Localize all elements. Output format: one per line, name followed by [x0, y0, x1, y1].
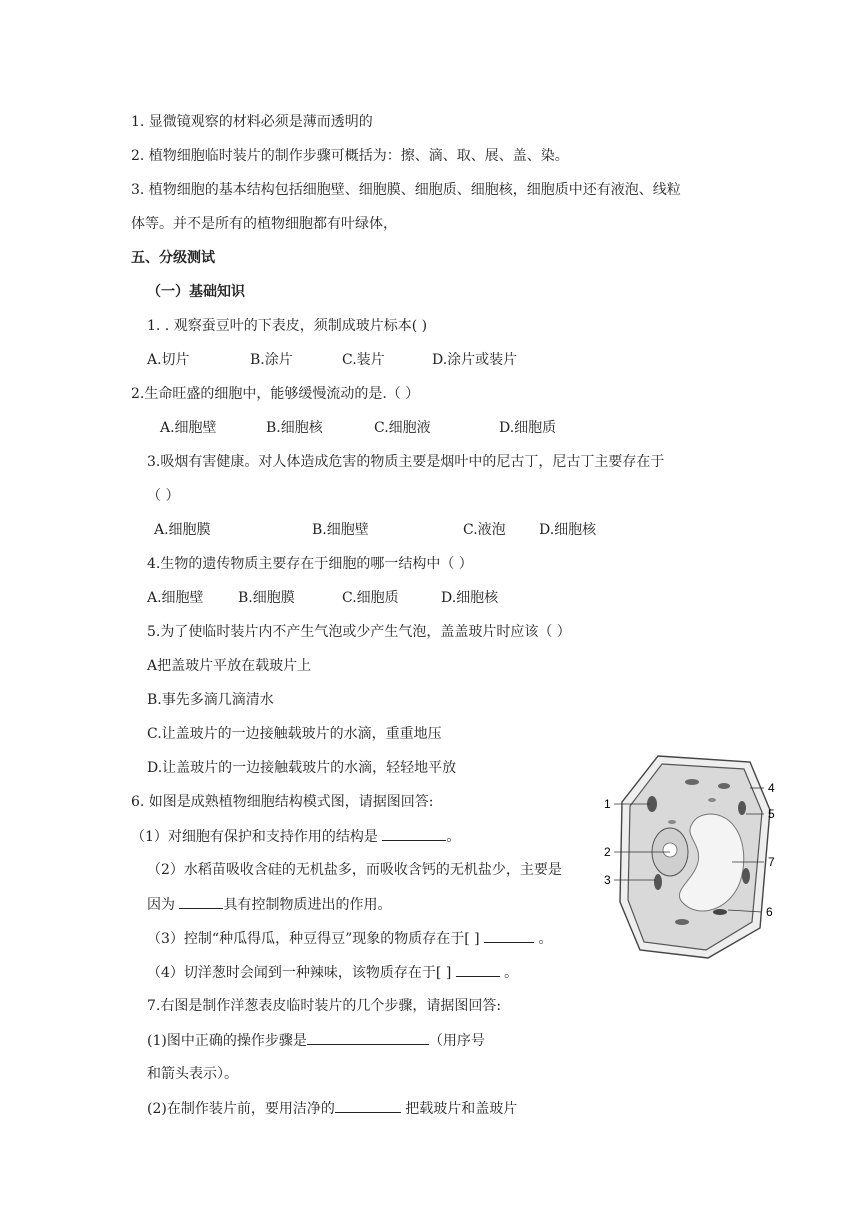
- chloroplast: [742, 868, 750, 884]
- mitochondrion: [668, 820, 676, 824]
- chloroplast: [738, 801, 746, 815]
- nucleolus: [663, 843, 677, 857]
- question-7-sub-2-end: 把载玻片和盖玻片: [400, 1101, 518, 1117]
- question-4-stem: 4.生物的遗传物质主要存在于细胞的哪一结构中（ ）: [147, 556, 473, 572]
- answer-blank[interactable]: [307, 1030, 429, 1045]
- chloroplast: [654, 874, 662, 890]
- question-4-option-c: C.细胞质: [342, 590, 399, 606]
- question-2-option-c: C.细胞液: [374, 420, 431, 436]
- answer-blank[interactable]: [179, 894, 223, 909]
- answer-blank[interactable]: [484, 928, 534, 943]
- question-4-option-d: D.细胞核: [441, 590, 499, 606]
- question-4-option-b: B.细胞膜: [238, 590, 295, 606]
- question-7-sub-2-text: (2)在制作装片前，要用洁净的: [147, 1101, 335, 1117]
- question-5-option-c: C.让盖玻片的一边接触载玻片的水滴，重重地压: [147, 726, 442, 742]
- question-6-sub-2-line-1: （2）水稻苗吸收含硅的无机盐多，而吸收含钙的无机盐少，主要是: [147, 862, 562, 878]
- question-1-option-d: D.涂片或装片: [432, 352, 518, 368]
- summary-item-1: 1. 显微镜观察的材料必须是薄而透明的: [131, 114, 373, 130]
- question-4-option-a: A.细胞壁: [147, 590, 204, 606]
- question-3-option-d: D.细胞核: [539, 522, 597, 538]
- section-title: 五、分级测试: [131, 250, 215, 266]
- question-6-sub-4-end: 。: [499, 965, 519, 981]
- question-3-stem-line-1: 3.吸烟有害健康。对人体造成危害的物质主要是烟叶中的尼古丁，尼古丁主要存在于: [147, 454, 665, 470]
- question-6-sub-3-text: （3）控制“种瓜得瓜，种豆得豆”现象的物质存在于[ ]: [147, 931, 485, 947]
- mitochondrion: [708, 798, 716, 802]
- chloroplast: [675, 919, 689, 925]
- question-7-sub-2: [147, 1098, 517, 1119]
- question-6-stem: 6. 如图是成熟植物细胞结构模式图，请据图回答:: [131, 794, 434, 810]
- question-7-sub-1: [147, 1030, 485, 1051]
- plant-cell-diagram: [600, 752, 780, 960]
- answer-blank[interactable]: [382, 826, 446, 841]
- answer-blank[interactable]: [456, 962, 500, 977]
- question-5-stem: 5.为了使临时装片内不产生气泡或少产生气泡，盖盖玻片时应该（ ）: [147, 624, 571, 640]
- figure-label-3: 3: [604, 873, 611, 887]
- summary-item-2: 2. 植物细胞临时装片的制作步骤可概括为：擦、滴、取、展、盖、染。: [131, 148, 569, 164]
- question-7-sub-1-line-2: 和箭头表示）。: [147, 1066, 238, 1082]
- summary-item-3-line-2: 体等。并不是所有的植物细胞都有叶绿体，: [131, 216, 397, 232]
- figure-label-1: 1: [604, 797, 611, 811]
- figure-label-2: 2: [604, 845, 611, 859]
- chloroplast: [685, 779, 699, 785]
- question-5-option-d: D.让盖玻片的一边接触载玻片的水滴，轻轻地平放: [147, 760, 457, 776]
- question-6-sub-1-end: 。: [446, 829, 461, 845]
- question-6-sub-1: [131, 826, 460, 847]
- figure-label-6: 6: [766, 905, 773, 919]
- question-6-sub-2-end: 具有控制物质进出的作用。: [223, 897, 392, 913]
- question-2-option-a: A.细胞壁: [160, 420, 217, 436]
- question-6-sub-2-line-2: [147, 894, 391, 915]
- question-3-option-c: C.液泡: [463, 522, 506, 538]
- question-6-sub-3: [147, 928, 553, 949]
- question-1-option-b: B.涂片: [250, 352, 293, 368]
- question-1-option-a: A.切片: [147, 352, 190, 368]
- question-2-option-b: B.细胞核: [266, 420, 323, 436]
- chloroplast: [713, 909, 727, 915]
- question-6-sub-1-text: （1）对细胞有保护和支持作用的结构是: [131, 829, 383, 845]
- answer-blank[interactable]: [335, 1098, 401, 1113]
- question-6-sub-4-text: （4）切洋葱时会闻到一种辣味，该物质存在于[ ]: [147, 965, 456, 981]
- question-3-option-a: A.细胞膜: [154, 522, 211, 538]
- question-5-option-b: B.事先多滴几滴清水: [147, 692, 274, 708]
- question-5-option-a: A把盖玻片平放在载玻片上: [147, 658, 312, 674]
- figure-label-4: 4: [768, 781, 775, 795]
- figure-label-5: 5: [768, 807, 775, 821]
- question-7-stem: 7.右图是制作洋葱表皮临时装片的几个步骤，请据图回答:: [147, 998, 502, 1014]
- chloroplast: [718, 783, 730, 789]
- summary-item-3-line-1: 3. 植物细胞的基本结构包括细胞壁、细胞膜、细胞质、细胞核，细胞质中还有液泡、线粒: [131, 182, 681, 198]
- question-6-sub-3-end: 。: [534, 931, 553, 947]
- subsection-title: （一）基础知识: [147, 284, 245, 300]
- question-6-sub-4: [147, 962, 518, 983]
- question-3-stem-line-2: （ ）: [147, 488, 180, 504]
- question-1-stem: 1. . 观察蚕豆叶的下表皮，须制成玻片标本( ): [147, 318, 428, 334]
- question-7-sub-1-end: （用序号: [428, 1033, 485, 1049]
- question-2-stem: 2.生命旺盛的细胞中，能够缓慢流动的是.（ ）: [131, 386, 420, 402]
- question-2-option-d: D.细胞质: [499, 420, 557, 436]
- question-3-option-b: B.细胞壁: [312, 522, 369, 538]
- question-7-sub-1-text: (1)图中正确的操作步骤是: [147, 1033, 307, 1049]
- question-1-option-c: C.装片: [342, 352, 385, 368]
- figure-label-7: 7: [768, 855, 775, 869]
- question-6-sub-2-text: 因为: [147, 897, 180, 913]
